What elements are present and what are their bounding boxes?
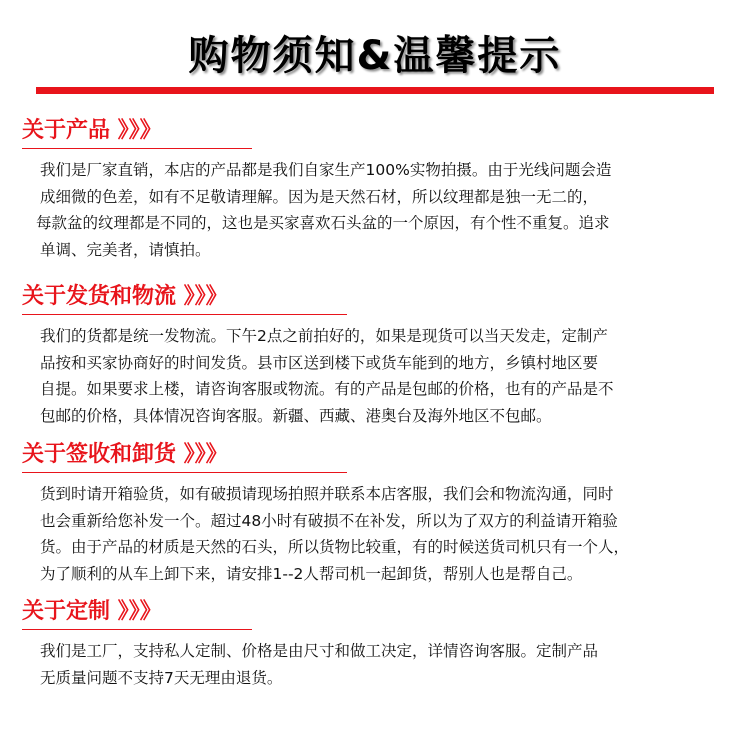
section-heading: 关于定制 》》》 [22, 599, 162, 624]
title-divider [36, 87, 714, 94]
body-line: 包邮的价格，具体情况咨询客服。新疆、西藏、港奥台及海外地区不包邮。 [40, 406, 552, 425]
section-heading: 关于产品 》》》 [22, 118, 162, 143]
section-body [22, 323, 730, 429]
section-customization [22, 597, 730, 691]
section-body [22, 157, 730, 263]
body-line: 无质量问题不支持7天无理由退货。 [40, 668, 283, 687]
section-body [22, 481, 730, 587]
section-body [22, 638, 730, 691]
section-heading: 关于发货和物流 》》》 [22, 284, 228, 309]
body-line: 货。由于产品的材质是天然的石头，所以货物比较重，有的时候送货司机只有一个人， [40, 538, 630, 557]
section-products [22, 116, 730, 263]
body-line: 品按和买家协商好的时间发货。县市区送到楼下或货车能到的地方，乡镇村地区要 [40, 353, 599, 372]
section-heading: 关于签收和卸货 》》》 [22, 442, 228, 467]
section-receipt [22, 440, 730, 587]
heading-underline [22, 314, 347, 315]
page-title: 购物须知&温馨提示 [188, 33, 562, 79]
body-line: 我们是工厂，支持私人定制、价格是由尺寸和做工决定，详情咨询客服。定制产品 [40, 642, 599, 660]
section-shipping [22, 282, 730, 429]
body-line: 我们是厂家直销，本店的产品都是我们自家生产100%实物拍摄。由于光线问题会造 [40, 161, 612, 179]
heading-underline [22, 629, 252, 630]
body-line: 也会重新给您补发一个。超过48小时有破损不在补发，所以为了双方的利益请开箱验 [40, 511, 618, 530]
body-line: 成细微的色差，如有不足敬请理解。因为是天然石材，所以纹理都是独一无二的， [40, 187, 599, 206]
body-line: 我们的货都是统一发物流。下午2点之前拍好的，如果是现货可以当天发走，定制产 [40, 327, 608, 345]
body-line: 单调、完美者，请慎拍。 [40, 240, 211, 259]
body-line: 为了顺利的从车上卸下来，请安排1--2人帮司机一起卸货，帮别人也是帮自己。 [40, 564, 583, 583]
heading-underline [22, 148, 252, 149]
body-line: 货到时请开箱验货，如有破损请现场拍照并联系本店客服，我们会和物流沟通，同时 [40, 485, 614, 503]
heading-underline [22, 472, 347, 473]
body-line: 每款盆的纹理都是不同的，这也是买家喜欢石头盆的一个原因，有个性不重复。追求 [36, 214, 610, 233]
body-line: 自提。如果要求上楼，请咨询客服或物流。有的产品是包邮的价格，也有的产品是不 [40, 380, 614, 399]
